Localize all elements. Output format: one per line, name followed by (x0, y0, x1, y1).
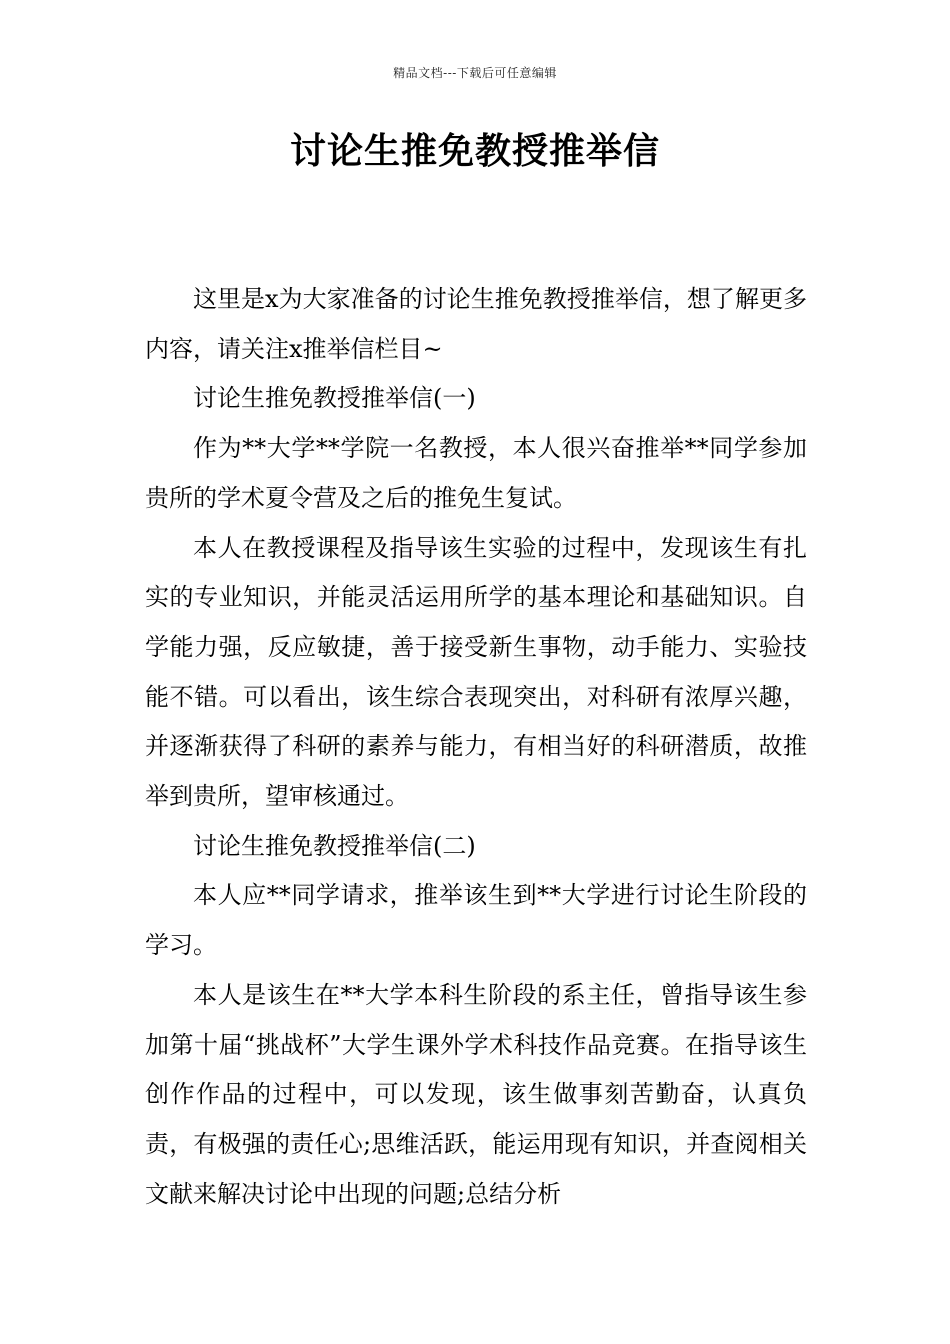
body-paragraph: 作为**大学**学院一名教授，本人很兴奋推举**同学参加贵所的学术夏令营及之后的推免生复试。 (145, 434, 807, 512)
header-note: 精品文档---下载后可任意编辑 (393, 66, 557, 80)
section-heading-1: 讨论生推免教授推举信(一) (193, 384, 476, 413)
document-body (145, 275, 807, 1219)
document-title: 讨论生推免教授推举信 (289, 131, 660, 172)
section-heading-2: 讨论生推免教授推举信(二) (193, 831, 476, 860)
body-paragraph: 本人是该生在**大学本科生阶段的系主任，曾指导该生参加第十届“挑战杯”大学生课外学术科技作品竞赛。在指导该生创作作品的过程中，可以发现，该生做事刻苦勤奋，认真负责，有极强的责任心;思维活跃，能运用现有知识，并查阅相关文献来解决讨论中出现的问题;总结分析 (145, 980, 807, 1208)
body-paragraph: 本人应**同学请求，推举该生到**大学进行讨论生阶段的学习。 (145, 881, 807, 960)
intro-paragraph: 这里是x为大家准备的讨论生推免教授推举信，想了解更多内容，请关注x推举信栏目~ (145, 285, 807, 363)
body-paragraph: 本人在教授课程及指导该生实验的过程中，发现该生有扎实的专业知识，并能灵活运用所学的基本理论和基础知识。自学能力强，反应敏捷，善于接受新生事物，动手能力、实验技能不错。可以看出，该生综合表现突出，对科研有浓厚兴趣，并逐渐获得了科研的素养与能力，有相当好的科研潜质，故推举到贵所，望审核通过。 (145, 533, 807, 811)
